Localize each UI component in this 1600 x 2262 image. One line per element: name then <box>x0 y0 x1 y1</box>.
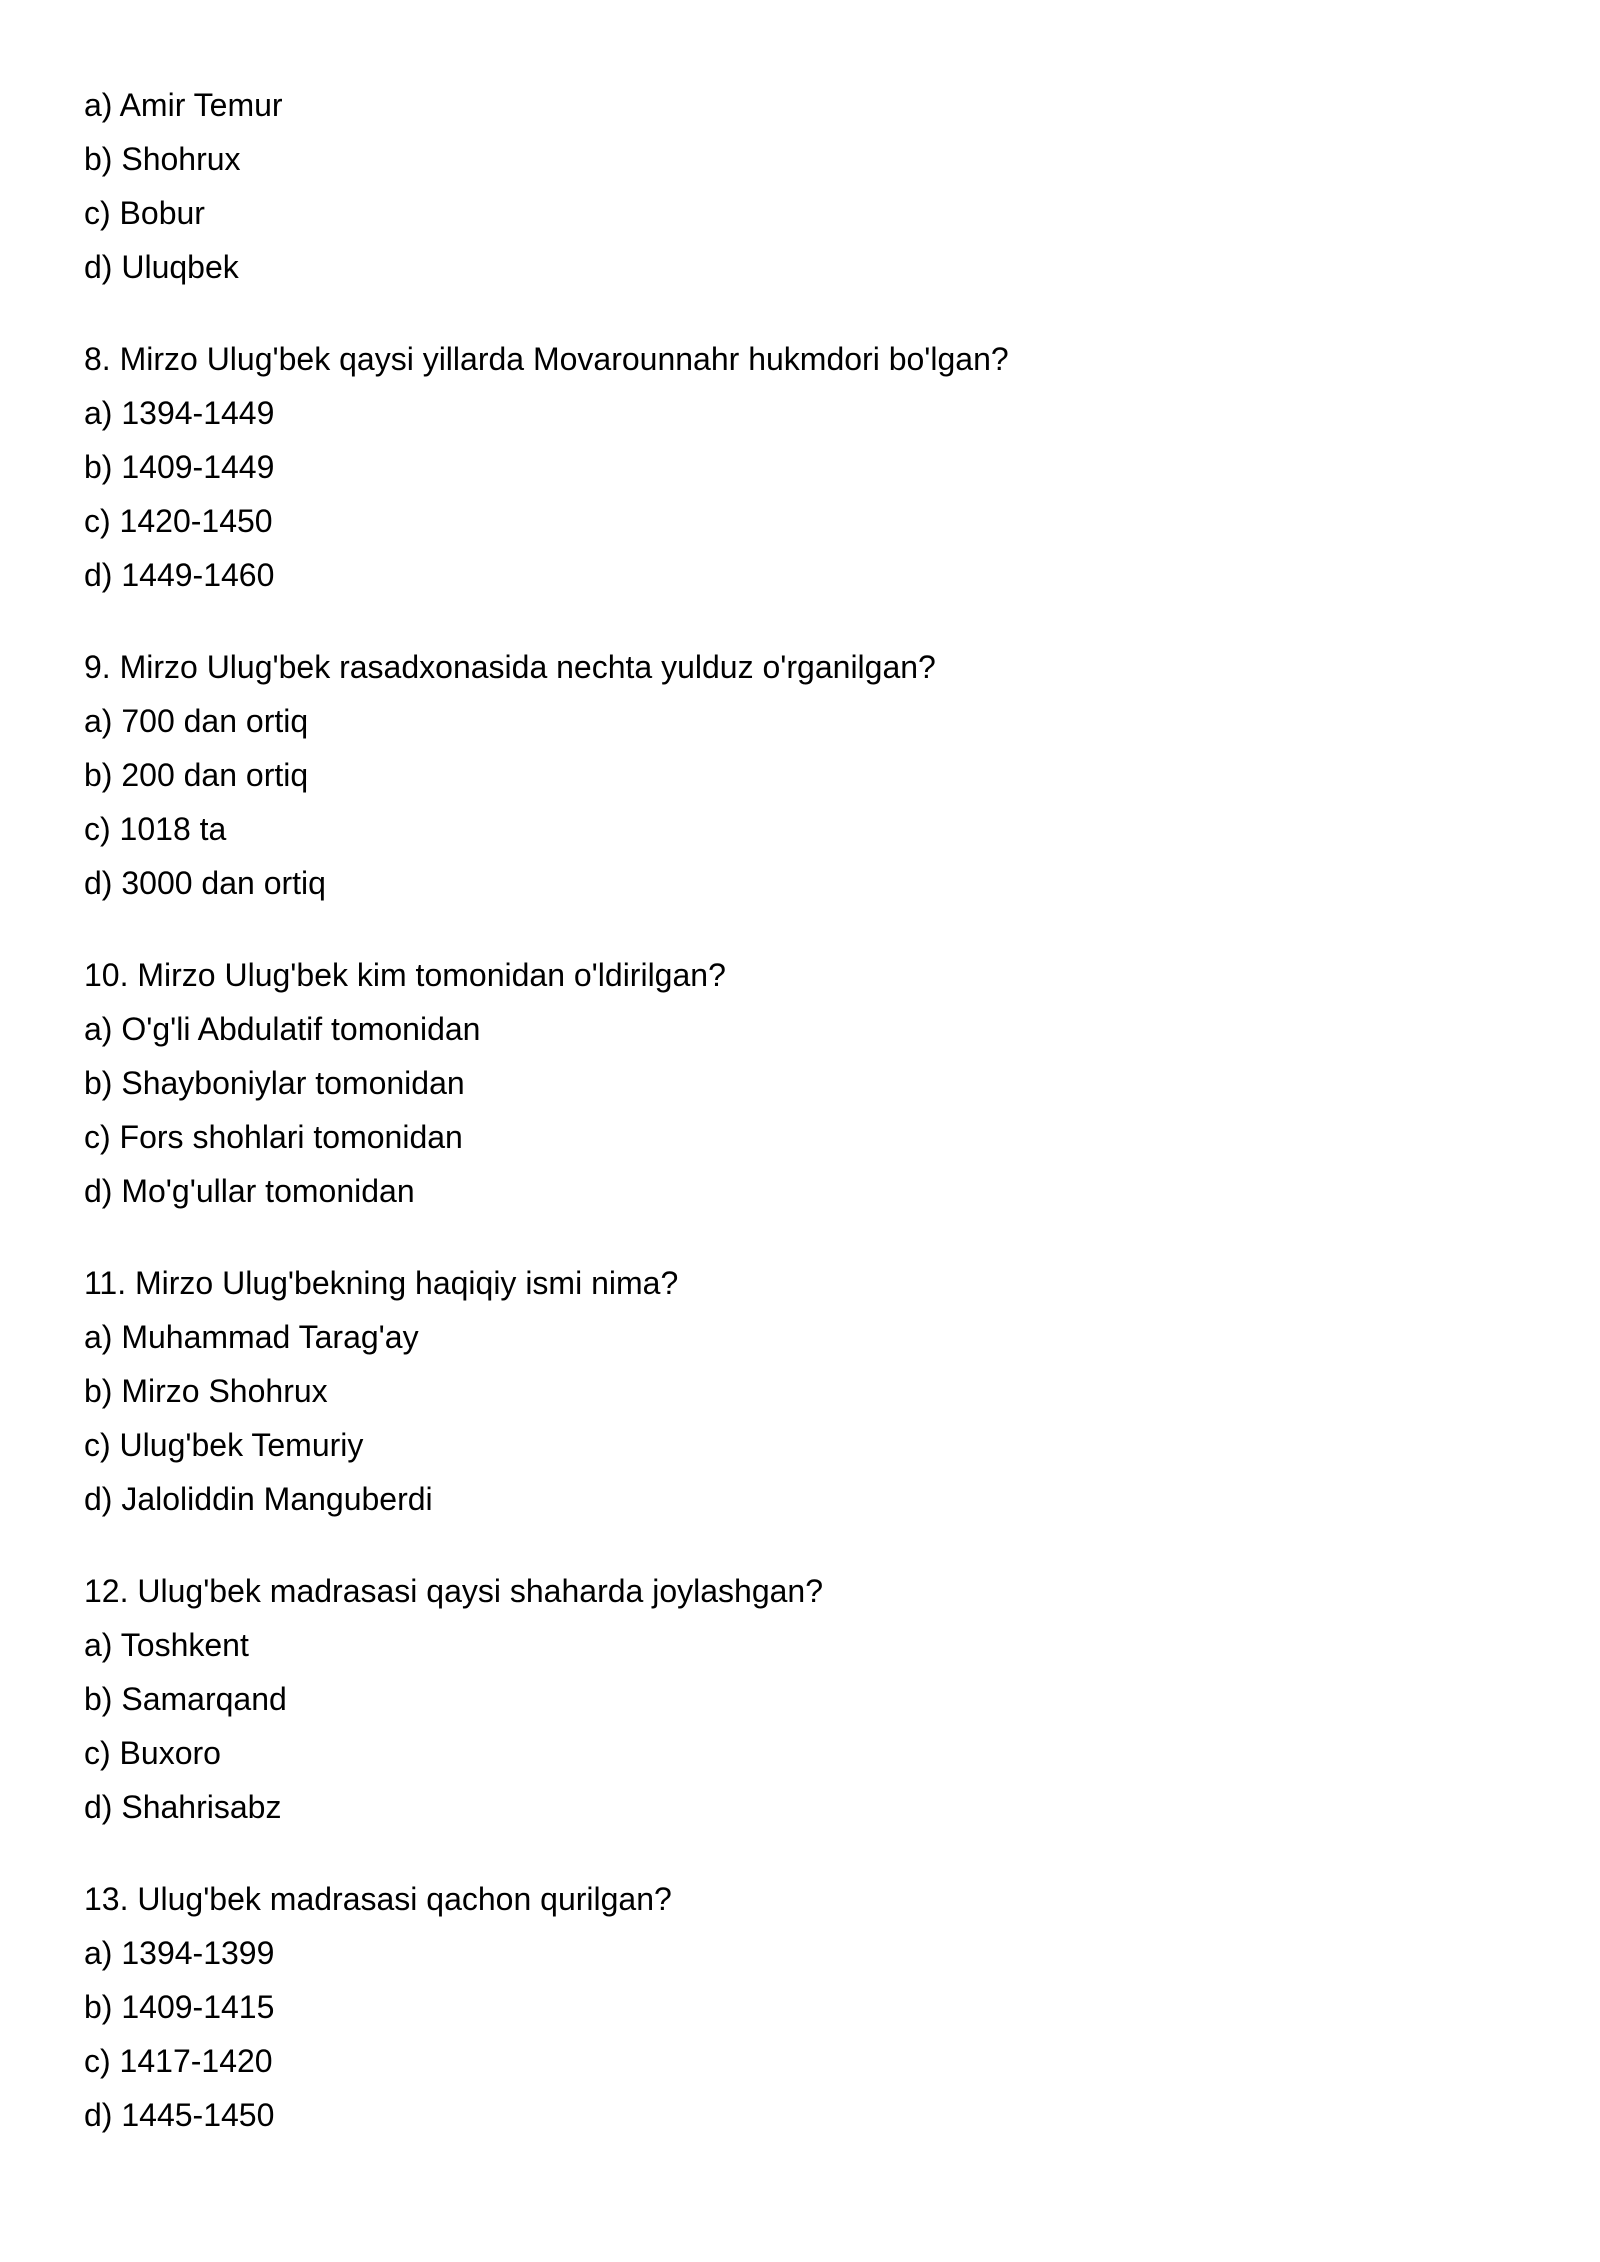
option-d: d) Jaloliddin Manguberdi <box>84 1481 433 1517</box>
question-11 <box>84 1256 1524 1526</box>
question-text: 9. Mirzo Ulug'bek rasadxonasida nechta yulduz o'rganilgan? <box>84 649 936 685</box>
option-a: a) Toshkent <box>84 1627 249 1663</box>
option-a: a) Amir Temur <box>84 87 283 123</box>
question-text: 10. Mirzo Ulug'bek kim tomonidan o'ldirilgan? <box>84 957 726 993</box>
option-c: c) Fors shohlari tomonidan <box>84 1119 463 1155</box>
option-c: c) 1420-1450 <box>84 503 273 539</box>
option-c: c) 1018 ta <box>84 811 227 847</box>
option-b: b) Shohrux <box>84 141 241 177</box>
question-text: 13. Ulug'bek madrasasi qachon qurilgan? <box>84 1881 672 1917</box>
option-d: d) Shahrisabz <box>84 1789 282 1825</box>
previous-question-options <box>84 78 1524 294</box>
option-a: a) Muhammad Tarag'ay <box>84 1319 419 1355</box>
option-d: d) 1449-1460 <box>84 557 275 593</box>
option-c: c) Bobur <box>84 195 205 231</box>
question-text: 11. Mirzo Ulug'bekning haqiqiy ismi nima? <box>84 1265 679 1301</box>
option-b: b) 1409-1449 <box>84 449 275 485</box>
question-10 <box>84 948 1524 1218</box>
question-13 <box>84 1872 1524 2142</box>
option-a: a) 700 dan ortiq <box>84 703 309 739</box>
question-text: 8. Mirzo Ulug'bek qaysi yillarda Movarounnahr hukmdori bo'lgan? <box>84 341 1009 377</box>
option-c: c) 1417-1420 <box>84 2043 273 2079</box>
option-c: c) Ulug'bek Temuriy <box>84 1427 364 1463</box>
option-b: b) Samarqand <box>84 1681 287 1717</box>
option-b: b) Shayboniylar tomonidan <box>84 1065 465 1101</box>
question-12 <box>84 1564 1524 1834</box>
option-d: d) 1445-1450 <box>84 2097 275 2133</box>
option-b: b) 200 dan ortiq <box>84 757 309 793</box>
option-d: d) Uluqbek <box>84 249 239 285</box>
question-9 <box>84 640 1524 910</box>
question-text: 12. Ulug'bek madrasasi qaysi shaharda joylashgan? <box>84 1573 823 1609</box>
option-b: b) Mirzo Shohrux <box>84 1373 328 1409</box>
quiz-page <box>84 78 1524 2142</box>
option-d: d) Mo'g'ullar tomonidan <box>84 1173 415 1209</box>
option-a: a) O'g'li Abdulatif tomonidan <box>84 1011 481 1047</box>
option-b: b) 1409-1415 <box>84 1989 275 2025</box>
option-a: a) 1394-1449 <box>84 395 275 431</box>
option-d: d) 3000 dan ortiq <box>84 865 326 901</box>
option-c: c) Buxoro <box>84 1735 221 1771</box>
question-8 <box>84 332 1524 602</box>
option-a: a) 1394-1399 <box>84 1935 275 1971</box>
